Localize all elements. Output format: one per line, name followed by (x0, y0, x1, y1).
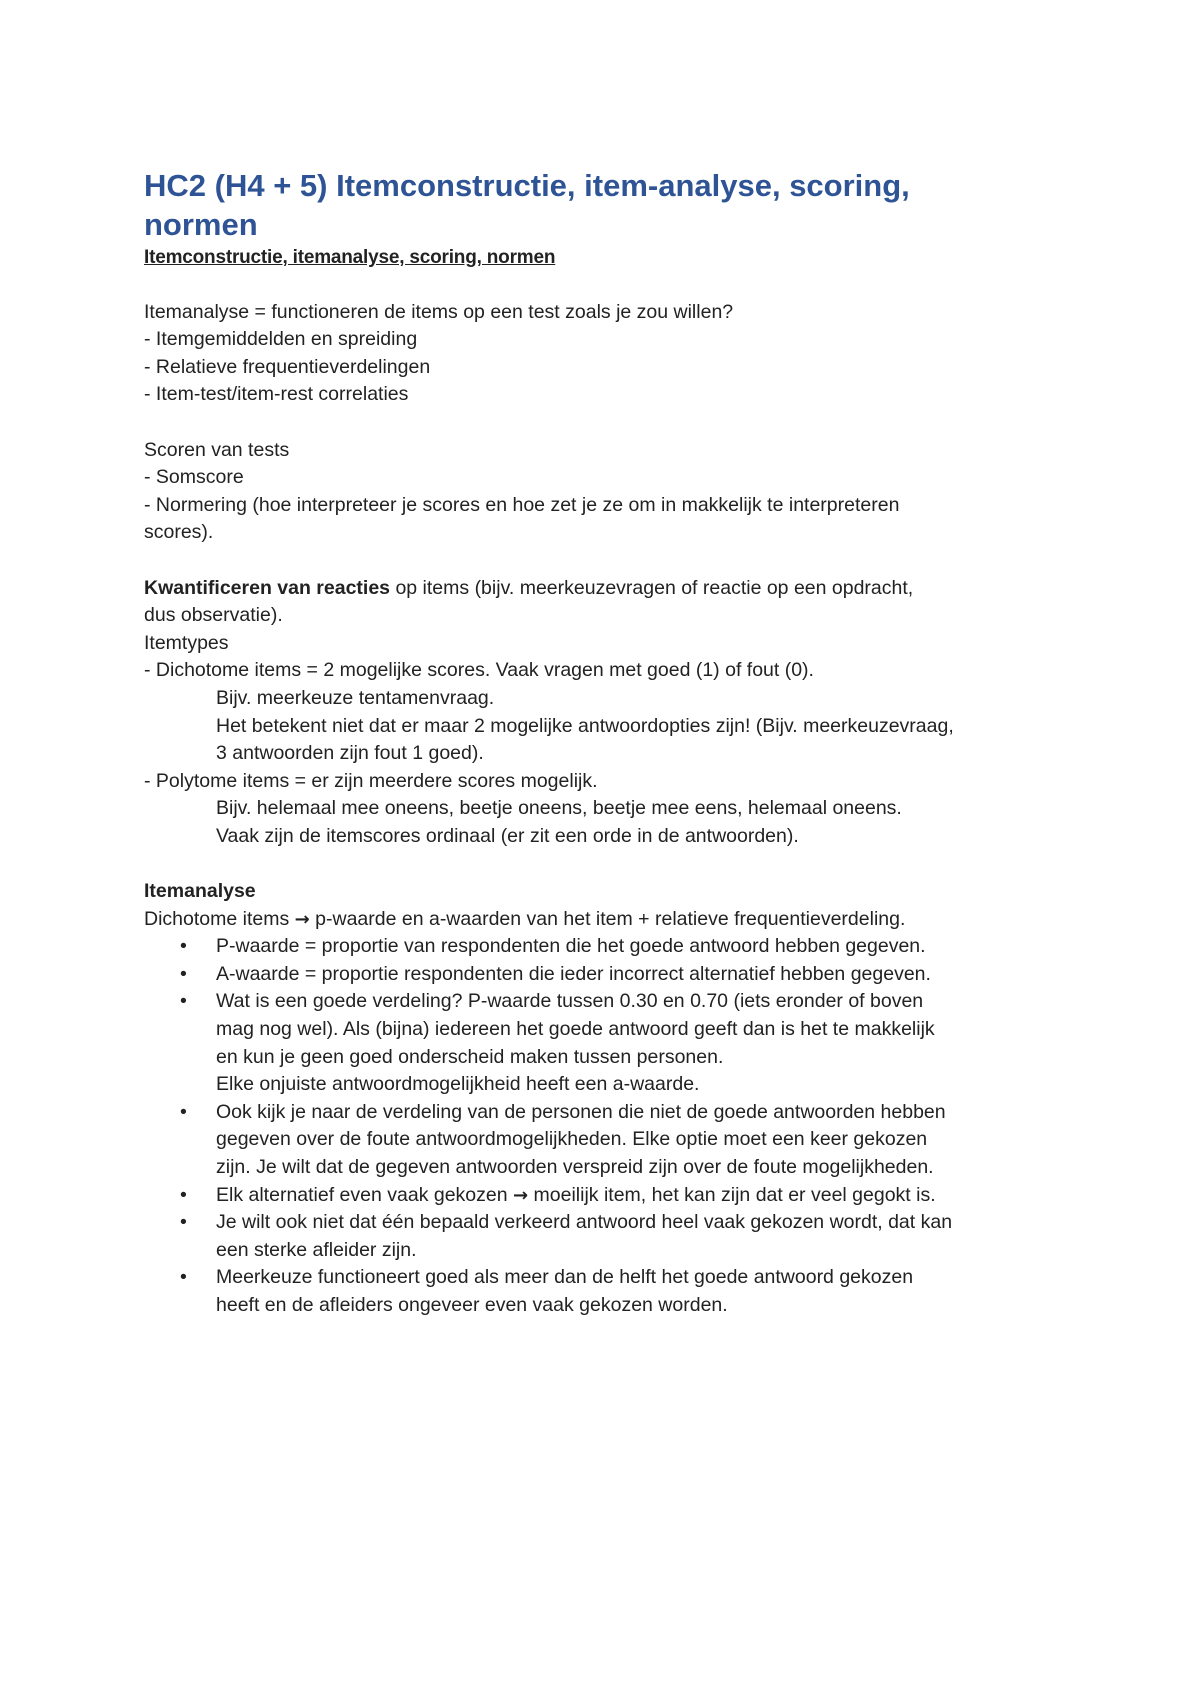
text-line: Elke onjuiste antwoordmogelijkheid heeft een a-waarde. (216, 1073, 700, 1096)
bold-lead: Kwantificeren van reacties (144, 576, 391, 599)
text-line: dus observatie). (144, 604, 283, 627)
lead-rest: op items (bijv. meerkeuzevragen of reactie op een opdracht, (390, 576, 914, 599)
list-item (144, 988, 1074, 1098)
scoren-block (144, 437, 1074, 547)
indented-line: Bijv. helemaal mee oneens, beetje oneens, beetje mee eens, helemaal oneens. (216, 797, 902, 820)
bullet-icon: • (180, 962, 187, 985)
bullet-list (144, 933, 1074, 1319)
text-line: Itemtypes (144, 631, 229, 654)
indented-line: Het betekent niet dat er maar 2 mogelijke antwoordopties zijn! (Bijv. meerkeuzevraag, (216, 714, 954, 737)
text-line: een sterke afleider zijn. (216, 1238, 417, 1261)
spacer (144, 547, 1074, 575)
text-line: mag nog wel). Als (bijna) iedereen het goede antwoord geeft dan is het te makkelijk (216, 1018, 935, 1041)
text-line: - Normering (hoe interpreteer je scores en hoe zet je ze om in makkelijk te interpreteren (144, 493, 900, 516)
list-item (144, 961, 1074, 989)
text-line: P-waarde = proportie van respondenten die het goede antwoord hebben gegeven. (216, 935, 926, 958)
text-line: - Dichotome items = 2 mogelijke scores. Vaak vragen met goed (1) of fout (0). (144, 659, 814, 682)
arrow-bullet-after: moeilijk item, het kan zijn dat er veel gegokt is. (528, 1183, 936, 1206)
bullet-icon: • (180, 1266, 187, 1289)
text-line: en kun je geen goed onderscheid maken tussen personen. (216, 1045, 724, 1068)
text-line: Je wilt ook niet dat één bepaald verkeerd antwoord heel vaak gekozen wordt, dat kan (216, 1211, 953, 1234)
text-line: - Somscore (144, 466, 244, 489)
text-line: - Polytome items = er zijn meerdere scores mogelijk. (144, 769, 598, 792)
document-title (144, 166, 1074, 244)
itemanalyse-block (144, 878, 1074, 1320)
text-line: heeft en de afleiders ongeveer even vaak gekozen worden. (216, 1293, 728, 1316)
itemanalyse-intro-block (144, 299, 1074, 409)
title-line-1: HC2 (H4 + 5) Itemconstructie, item-analyse, scoring, (144, 168, 910, 203)
spacer (144, 850, 1074, 878)
section-subtitle: Itemconstructie, itemanalyse, scoring, normen (144, 247, 556, 268)
bullet-icon: • (180, 1211, 187, 1234)
arrow-right-icon: → (294, 908, 310, 930)
indented-line: 3 antwoorden zijn fout 1 goed). (216, 742, 484, 765)
bullet-icon: • (180, 990, 187, 1013)
intro-after: p-waarde en a-waarden van het item + relatieve frequentieverdeling. (309, 907, 906, 930)
bullet-icon: • (180, 1183, 187, 1206)
text-line: - Itemgemiddelden en spreiding (144, 328, 418, 351)
text-line: - Item-test/item-rest correlaties (144, 383, 409, 406)
indented-line: Bijv. meerkeuze tentamenvraag. (216, 686, 495, 709)
list-item (144, 1209, 1074, 1264)
list-item (144, 1099, 1074, 1182)
list-item (144, 933, 1074, 961)
text-line: A-waarde = proportie respondenten die ieder incorrect alternatief hebben gegeven. (216, 962, 931, 985)
title-line-2: normen (144, 207, 258, 242)
text-line (144, 906, 1074, 934)
text-line: scores). (144, 521, 214, 544)
text-line (144, 575, 1074, 603)
section-heading: Itemanalyse (144, 880, 256, 903)
list-item (144, 1182, 1074, 1210)
text-line: Wat is een goede verdeling? P-waarde tussen 0.30 en 0.70 (iets eronder of boven (216, 990, 924, 1013)
bullet-icon: • (180, 935, 187, 958)
text-line: gegeven over de foute antwoordmogelijkheden. Elke optie moet een keer gekozen (216, 1128, 928, 1151)
arrow-right-icon: → (513, 1184, 529, 1206)
indented-line: Vaak zijn de itemscores ordinaal (er zit een orde in de antwoorden). (216, 824, 799, 847)
spacer (144, 271, 1074, 299)
text-line: Scoren van tests (144, 438, 290, 461)
text-line: Meerkeuze functioneert goed als meer dan de helft het goede antwoord gekozen (216, 1266, 914, 1289)
document-page (144, 166, 1074, 1320)
text-line: - Relatieve frequentieverdelingen (144, 355, 431, 378)
text-line: zijn. Je wilt dat de gegeven antwoorden verspreid zijn over de foute mogelijkheden. (216, 1156, 934, 1178)
text-line: Itemanalyse = functioneren de items op een test zoals je zou willen? (144, 300, 734, 323)
list-item (144, 1264, 1074, 1319)
spacer (144, 409, 1074, 437)
kwantificeren-block (144, 575, 1074, 851)
arrow-bullet-before: Elk alternatief even vaak gekozen (216, 1183, 514, 1206)
intro-before: Dichotome items (144, 907, 295, 930)
text-line (216, 1182, 1074, 1210)
text-line: Ook kijk je naar de verdeling van de personen die niet de goede antwoorden hebben (216, 1100, 946, 1123)
bullet-icon: • (180, 1100, 187, 1123)
